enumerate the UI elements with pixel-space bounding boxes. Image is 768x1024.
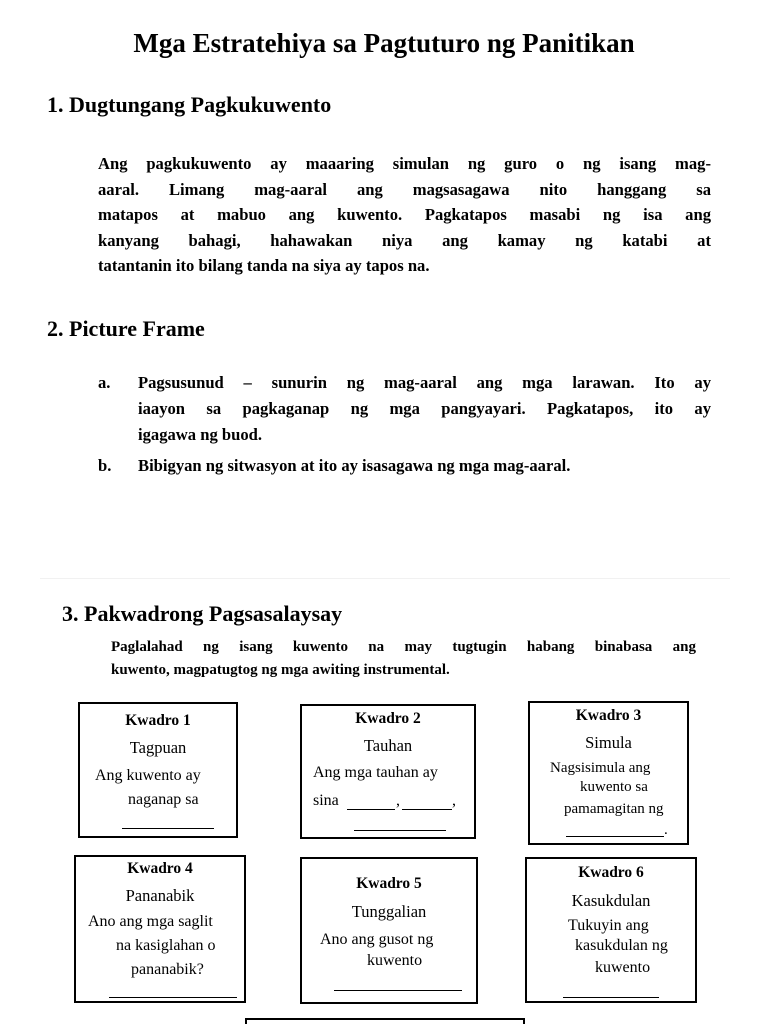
- list-marker: a.: [98, 373, 111, 392]
- kwadro-title: Kwadro 3: [575, 707, 642, 724]
- list-item-a: [98, 370, 711, 448]
- fill-in-blank: [563, 997, 659, 998]
- paragraph-line: tatantanin ito bilang tanda na siya ay tapos na.: [98, 256, 430, 275]
- paragraph-line: matapos at mabuo ang kuwento. Pagkatapos masabi ng isa ang: [98, 205, 711, 224]
- kwadro-text: .: [664, 822, 668, 838]
- fill-in-blank: [402, 809, 452, 810]
- fill-in-blank: [347, 809, 395, 810]
- paragraph-line: aaral. Limang mag-aaral ang magsasagawa nito hanggang sa: [98, 179, 711, 199]
- list-item-line: iaayon sa pagkaganap ng mga pangyayari. Pagkatapos, ito ay: [138, 399, 711, 418]
- kwadro-text: kasukdulan ng: [575, 937, 668, 954]
- section-3-paragraph: [111, 636, 696, 682]
- section-2-heading: 2. Picture Frame: [47, 316, 205, 341]
- list-item-b: [98, 453, 711, 479]
- kwadro-6-box: [525, 857, 697, 1003]
- kwadro-title: Kwadro 2: [355, 710, 421, 727]
- section-1-heading: 1. Dugtungang Pagkukuwento: [47, 92, 332, 117]
- partial-bottom-box: [245, 1018, 525, 1024]
- paragraph-line: Paglalahad ng isang kuwento na may tugtugin habang binabasa ang: [111, 639, 696, 655]
- list-item-line: igagawa ng buod.: [138, 425, 263, 444]
- kwadro-subtitle: Pananabik: [125, 886, 195, 905]
- kwadro-text: kuwento sa: [580, 779, 648, 795]
- kwadro-title: Kwadro 6: [578, 864, 644, 881]
- kwadro-1-box: [78, 702, 238, 838]
- kwadro-text: ,: [452, 792, 456, 809]
- kwadro-title: Kwadro 1: [125, 712, 191, 729]
- fill-in-blank: [109, 997, 237, 998]
- kwadro-text: Ano ang mga saglit: [88, 913, 213, 930]
- kwadro-subtitle: Kasukdulan: [571, 891, 651, 910]
- kwadro-text: kuwento: [595, 959, 651, 976]
- kwadro-title: Kwadro 4: [127, 860, 193, 877]
- section-3-heading: 3. Pakwadrong Pagsasalaysay: [62, 601, 343, 626]
- paragraph-line: kuwento, magpatugtog ng mga awiting instrumental.: [111, 662, 450, 678]
- list-item-line: Bibigyan ng sitwasyon at ito ay isasagawa ng mga mag-aaral.: [138, 456, 571, 475]
- kwadro-subtitle: Tauhan: [363, 736, 413, 755]
- fill-in-blank: [122, 828, 214, 829]
- fill-in-blank: [334, 990, 462, 991]
- paragraph-line: Ang pagkukuwento ay maaaring simulan ng guro o ng isang mag-: [98, 154, 711, 173]
- kwadro-text: Ano ang gusot ng: [320, 931, 434, 948]
- list-marker: b.: [98, 456, 112, 475]
- kwadro-3-box: [528, 701, 689, 845]
- kwadro-5-box: [300, 857, 478, 1004]
- kwadro-subtitle: Tunggalian: [351, 902, 427, 921]
- kwadro-text: pamamagitan ng: [564, 801, 664, 817]
- kwadro-text: Nagsisimula ang: [550, 760, 651, 776]
- kwadro-4-box: [74, 855, 246, 1003]
- kwadro-text: Tukuyin ang: [568, 917, 649, 934]
- section-1-paragraph: [98, 151, 711, 279]
- fill-in-blank: [354, 830, 446, 831]
- page-divider: [40, 578, 730, 579]
- kwadro-subtitle: Simula: [585, 733, 632, 752]
- kwadro-text: kuwento: [367, 952, 423, 969]
- kwadro-text: pananabik?: [131, 961, 204, 978]
- kwadro-text: Ang mga tauhan ay: [313, 764, 438, 781]
- paragraph-line: kanyang bahagi, hahawakan niya ang kamay ng katabi at: [98, 230, 711, 250]
- kwadro-text: naganap sa: [128, 791, 199, 808]
- kwadro-text: Ang kuwento ay: [95, 767, 201, 784]
- kwadro-2-box: [300, 704, 476, 839]
- page-title: Mga Estratehiya sa Pagtuturo ng Panitikan: [133, 28, 635, 58]
- kwadro-text: sina: [313, 792, 339, 809]
- list-item-line: Pagsusunud – sunurin ng mag-aaral ang mga larawan. Ito ay: [138, 373, 711, 392]
- fill-in-blank: [566, 836, 664, 837]
- kwadro-text: na kasiglahan o: [116, 937, 216, 954]
- kwadro-title: Kwadro 5: [356, 875, 422, 892]
- kwadro-subtitle: Tagpuan: [129, 738, 187, 757]
- kwadro-text: ,: [396, 792, 400, 809]
